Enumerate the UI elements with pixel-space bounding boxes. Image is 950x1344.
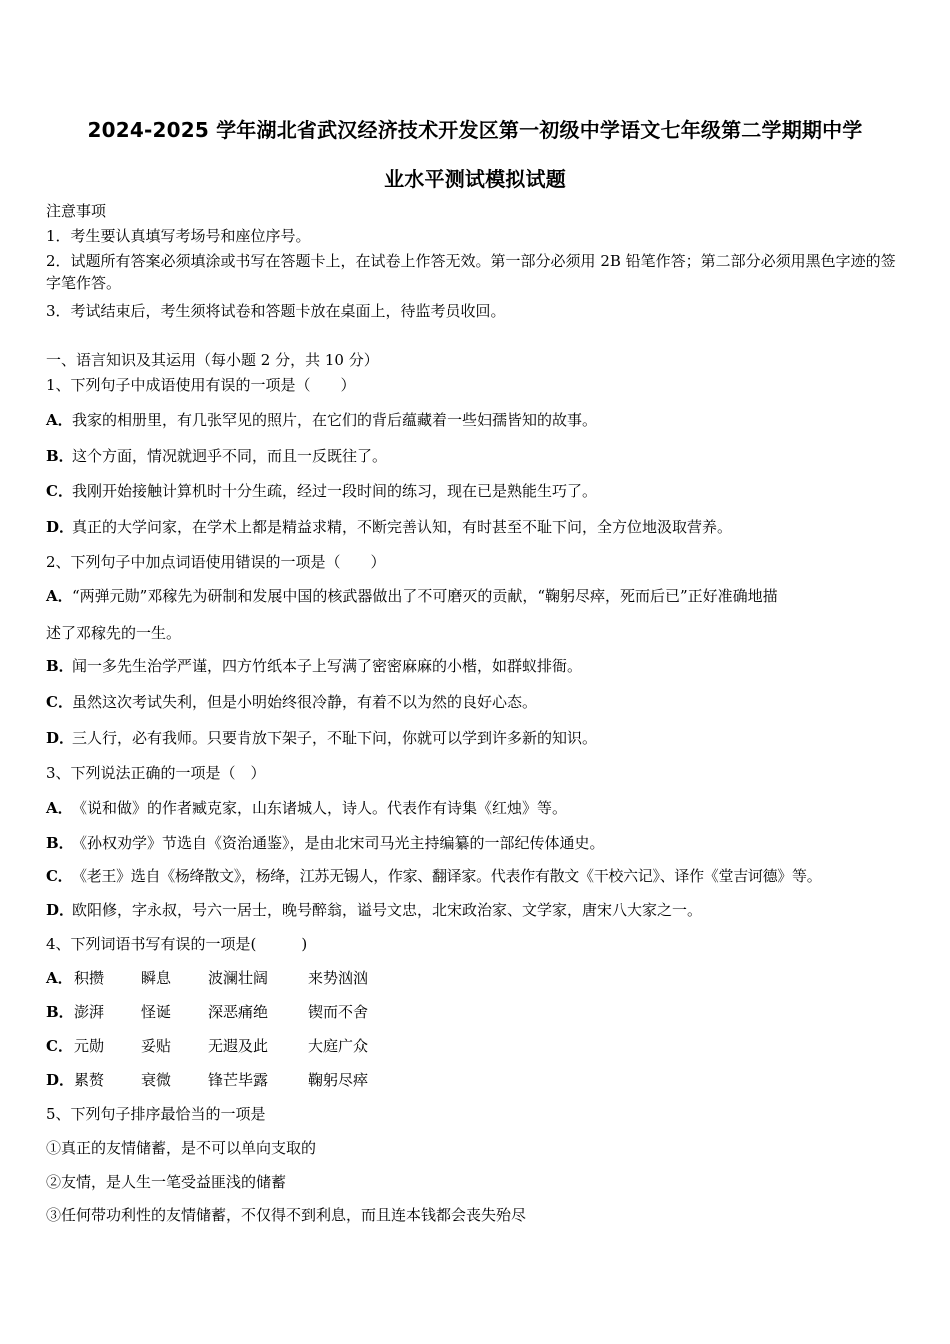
word: 锋芒毕露 xyxy=(208,1071,269,1089)
notice-item-1: 1．考生要认真填写考场号和座位序号。 xyxy=(46,227,311,245)
option-label: B． xyxy=(46,447,74,465)
q2-option-a xyxy=(46,585,916,607)
q3-option-c xyxy=(46,865,916,887)
option-label: C． xyxy=(46,1037,73,1055)
q1-stem: 1、下列句子中成语使用有误的一项是（ ） xyxy=(46,376,356,394)
word: 鞠躬尽瘁 xyxy=(308,1071,369,1089)
q1-option-d xyxy=(46,516,916,538)
option-text: 欧阳修，字永叔，号六一居士，晚号醉翁，谥号文忠，北宋政治家、文学家，唐宋八大家之一。 xyxy=(72,901,703,919)
q2-option-d xyxy=(46,727,916,749)
q5-stem: 5、下列句子排序最恰当的一项是 xyxy=(46,1105,266,1123)
option-text: 这个方面，情况就迥乎不同，而且一反既往了。 xyxy=(72,447,388,465)
option-label: D． xyxy=(46,518,75,536)
q5-item-3: ③任何带功利性的友情储蓄，不仅得不到利息，而且连本钱都会丧失殆尽 xyxy=(46,1206,527,1224)
option-text: “两弹元勋”邓稼先为研制和发展中国的核武器做出了不可磨灭的贡献，“鞠躬尽瘁，死而后已”正好准确地描 xyxy=(72,587,778,605)
q3-option-d xyxy=(46,899,916,921)
option-label: C． xyxy=(46,867,73,885)
q4-stem: 4、下列词语书写有误的一项是( ) xyxy=(46,935,308,953)
option-label: B． xyxy=(46,834,74,852)
word: 深恶痛绝 xyxy=(208,1003,269,1021)
word: 来势汹汹 xyxy=(308,969,369,987)
option-label: A． xyxy=(46,969,73,987)
notice-item-2: 2．试题所有答案必须填涂或书写在答题卡上，在试卷上作答无效。第一部分必须用 2B 铅笔作答；第二部分必须用黑色字迹的签字笔作答。 xyxy=(46,252,896,292)
word: 累赘 xyxy=(74,1071,105,1089)
word: 澎湃 xyxy=(74,1003,105,1021)
option-text: 《说和做》的作者臧克家，山东诸城人，诗人。代表作有诗集《红烛》等。 xyxy=(72,799,568,817)
q4-option-b xyxy=(46,1001,546,1023)
word: 锲而不舍 xyxy=(308,1003,369,1021)
word: 妥贴 xyxy=(141,1037,172,1055)
option-text: 《老王》选自《杨绛散文》，杨绛，江苏无锡人，作家、翻译家。代表作有散文《干校六记》、译作《堂吉诃德》等。 xyxy=(72,867,822,885)
option-label: A． xyxy=(46,587,73,605)
q2-option-c xyxy=(46,691,916,713)
option-label: D． xyxy=(46,729,75,747)
word: 大庭广众 xyxy=(308,1037,369,1055)
option-text: 我刚开始接触计算机时十分生疏，经过一段时间的练习，现在已是熟能生巧了。 xyxy=(72,482,598,500)
option-text: 真正的大学问家，在学术上都是精益求精，不断完善认知，有时甚至不耻下问，全方位地汲取营养。 xyxy=(72,518,733,536)
option-text: 三人行，必有我师。只要肯放下架子，不耻下问，你就可以学到许多新的知识。 xyxy=(72,729,598,747)
option-label: B． xyxy=(46,657,74,675)
word: 衰微 xyxy=(141,1071,172,1089)
option-text: 《孙权劝学》节选自《资治通鉴》，是由北宋司马光主持编纂的一部纪传体通史。 xyxy=(72,834,605,852)
option-label: B． xyxy=(46,1003,74,1021)
q1-option-a xyxy=(46,409,916,431)
q2-stem: 2、下列句子中加点词语使用错误的一项是（ ） xyxy=(46,553,386,571)
q1-option-c xyxy=(46,480,916,502)
word: 波澜壮阔 xyxy=(208,969,269,987)
word: 无遐及此 xyxy=(208,1037,269,1055)
notice-item-3: 3．考试结束后，考生须将试卷和答题卡放在桌面上，待监考员收回。 xyxy=(46,302,506,320)
word: 元勋 xyxy=(74,1037,105,1055)
option-label: A． xyxy=(46,799,73,817)
word: 瞬息 xyxy=(141,969,172,987)
q2-option-b xyxy=(46,655,916,677)
option-label: C． xyxy=(46,693,73,711)
section-heading: 一、语言知识及其运用（每小题 2 分，共 10 分） xyxy=(46,351,379,369)
q5-item-2: ②友情，是人生一笔受益匪浅的储蓄 xyxy=(46,1173,287,1191)
option-label: D． xyxy=(46,901,75,919)
option-label: A． xyxy=(46,411,73,429)
option-text: 我家的相册里，有几张罕见的照片，在它们的背后蕴藏着一些妇孺皆知的故事。 xyxy=(72,411,598,429)
notice-heading: 注意事项 xyxy=(46,202,107,220)
q3-option-a xyxy=(46,797,916,819)
q3-option-b xyxy=(46,832,916,854)
option-label: C． xyxy=(46,482,73,500)
exam-title-line-1: 2024-2025 学年湖北省武汉经济技术开发区第一初级中学语文七年级第二学期期中学 xyxy=(87,118,863,142)
q4-option-c xyxy=(46,1035,546,1057)
q5-item-1: ①真正的友情储蓄，是不可以单向支取的 xyxy=(46,1139,317,1157)
word: 积攒 xyxy=(74,969,105,987)
word: 怪诞 xyxy=(141,1003,172,1021)
q4-option-a xyxy=(46,967,546,989)
q1-option-b xyxy=(46,445,916,467)
option-label: D． xyxy=(46,1071,75,1089)
option-text: 闻一多先生治学严谨，四方竹纸本子上写满了密密麻麻的小楷，如群蚁排衙。 xyxy=(72,657,583,675)
q3-stem: 3、下列说法正确的一项是（ ） xyxy=(46,764,266,782)
exam-title-line-2: 业水平测试模拟试题 xyxy=(384,167,566,191)
option-text: 虽然这次考试失利，但是小明始终很冷静，有着不以为然的良好心态。 xyxy=(72,693,538,711)
q4-option-d xyxy=(46,1069,546,1091)
q2-option-a-continued: 述了邓稼先的一生。 xyxy=(46,624,182,642)
